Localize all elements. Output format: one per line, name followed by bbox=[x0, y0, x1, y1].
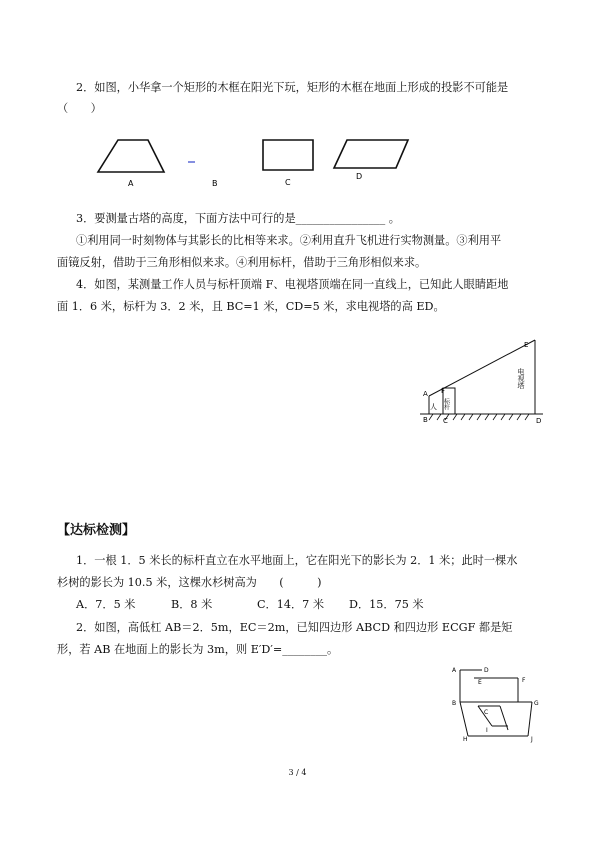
t1-option-c: C．14．7 米 bbox=[257, 598, 325, 611]
shape-rectangle bbox=[263, 140, 313, 170]
q3-text-line2: ①利用同一时刻物体与其影长的比相等来求。②利用直升飞机进行实物测量。③利用平 bbox=[76, 234, 502, 247]
fig4-label-c: C bbox=[443, 417, 448, 425]
fig4-label-b: B bbox=[423, 416, 428, 424]
fig-t2-label-g: G bbox=[534, 700, 539, 707]
q4-text-line2: 面 1．6 米，标杆为 3．2 米，且 BC=1 米，CD=5 米，求电视塔的高 ED。 bbox=[57, 300, 445, 313]
t2-figure bbox=[448, 660, 548, 746]
shape-trapezoid bbox=[98, 140, 164, 172]
q4-figure bbox=[415, 330, 545, 430]
t2-text-line2: 形，若 AB 在地面上的影长为 3m，则 E′D′=________。 bbox=[57, 643, 339, 656]
q3-text-line1: 3．要测量古塔的高度，下面方法中可行的是________________ 。 bbox=[76, 212, 400, 225]
fig-t2-label-e: E bbox=[478, 679, 482, 686]
label-a: A bbox=[128, 179, 134, 188]
fig-t2-label-a: A bbox=[452, 667, 457, 674]
fig4-tower-label: 电视塔 bbox=[517, 368, 525, 389]
shape-parallelogram bbox=[334, 140, 408, 168]
fig-t2-label-f: F bbox=[522, 677, 526, 684]
fig4-person-label: 人 bbox=[430, 403, 437, 411]
q2-text-line1: 2．如图，小华拿一个矩形的木框在阳光下玩，矩形的木框在地面上形成的投影不可能是 bbox=[76, 81, 509, 94]
t1-option-b: B．8 米 bbox=[171, 598, 213, 611]
q3-text-line3: 面镜反射，借助于三角形相似来求。④利用标杆，借助于三角形相似来求。 bbox=[57, 256, 427, 269]
fig4-label-a: A bbox=[423, 390, 428, 398]
section-title: 【达标检测】 bbox=[57, 523, 136, 538]
label-c: C bbox=[285, 178, 291, 187]
fig4-label-e: E bbox=[524, 341, 529, 349]
page-number: 3 / 4 bbox=[288, 768, 307, 777]
fig4-pole-label: 标杆 bbox=[442, 398, 450, 410]
q2-figure bbox=[90, 128, 420, 190]
q2-text-line2: （ ） bbox=[57, 102, 102, 115]
t1-option-a: A．7．5 米 bbox=[76, 598, 136, 611]
fig-t2-label-d: D bbox=[484, 667, 489, 674]
fig-t2-label-i: I bbox=[486, 727, 488, 734]
label-d: D bbox=[356, 172, 363, 181]
fig-t2-label-j: J bbox=[531, 736, 533, 743]
q4-text-line1: 4．如图，某测量工作人员与标杆顶端 F、电视塔顶端在同一直线上，已知此人眼睛距地 bbox=[76, 278, 509, 291]
fig4-label-d: D bbox=[536, 417, 542, 425]
label-b: B bbox=[212, 179, 218, 188]
t1-text-line1: 1．一根 1．5 米长的标杆直立在水平地面上，它在阳光下的影长为 2．1 米；此时一棵水 bbox=[76, 554, 518, 567]
t1-option-d: D．15．75 米 bbox=[349, 598, 424, 611]
t1-text-line2: 杉树的影长为 10.5 米，这棵水杉树高为 ( ) bbox=[57, 576, 322, 589]
fig-t2-label-b: B bbox=[452, 700, 457, 707]
t2-text-line1: 2．如图，高低杠 AB＝2．5m，EC＝2m，已知四边形 ABCD 和四边形 ECGF 都是矩 bbox=[76, 621, 513, 634]
fig-t2-label-h: H bbox=[463, 736, 468, 743]
fig4-label-f: F bbox=[441, 387, 446, 395]
fig-t2-label-c: C bbox=[484, 709, 489, 716]
